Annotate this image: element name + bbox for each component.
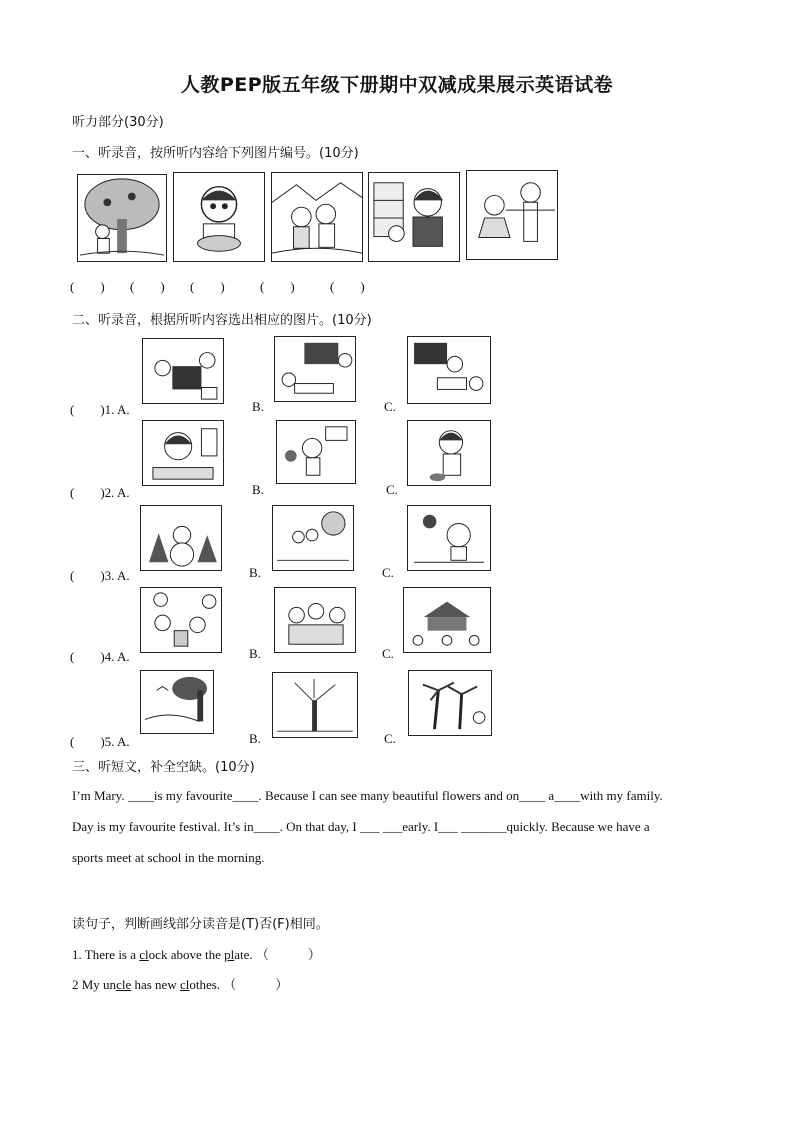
q2-text-mid: has new [131,977,180,992]
s1-blank-5[interactable]: ( ) [330,279,365,294]
q1-option-a-picture [142,338,224,404]
q1-label-b: B. [252,399,264,414]
picture-girl-at-computer [368,172,460,262]
section2-heading: 二、听录音，根据所听内容选出相应的图片。(10分) [72,313,372,328]
question-2 [72,974,288,993]
q2-answer-blank[interactable]: othes. （ ） [189,977,289,992]
q1-text-pre: 1. There is a [72,947,140,962]
section4-heading: 读句子，判断画线部分读音是(T)否(F)相同。 [72,917,329,932]
passage-line-3: sports meet at school in the morning. [72,850,265,865]
q3-option-c-picture [407,505,491,571]
q4-label-c: C. [382,646,394,661]
q5-label-b: B. [249,731,261,746]
q4-option-b-picture [274,587,356,653]
q1-underlined-1: cl [139,947,149,962]
listening-header: 听力部分(30分) [72,115,164,130]
q1-underlined-2: pl [224,947,235,962]
q2-prefix[interactable]: ( )2. A. [70,485,130,500]
q2-option-b-picture [276,420,356,484]
q2-label-c: C. [386,482,398,497]
q2-underlined-2: cl [179,977,190,992]
q1-option-b-picture [274,336,356,402]
s1-blank-3[interactable]: ( ) [190,279,225,294]
page-title: 人教PEP版五年级下册期中双减成果展示英语试卷 [180,74,614,96]
q2-text-pre: 2 My un [72,977,117,992]
q3-option-b-picture [272,505,354,571]
passage-line-2: Day is my favourite festival. It’s in____. On that day, I ___ ___early. I___ _______quickly. Because we have a [72,819,650,834]
q5-option-a-picture [140,670,214,734]
q2-option-c-picture [407,420,491,486]
q3-option-a-picture [140,505,222,571]
picture-kids-on-trip [271,172,363,262]
q4-prefix[interactable]: ( )4. A. [70,649,130,664]
question-1 [72,944,321,963]
q5-option-b-picture [272,672,358,738]
q1-text-mid: ock above the [148,947,225,962]
q5-option-c-picture [408,670,492,736]
picture-boy-washing-clothes [173,172,265,262]
passage-line-1: I’m Mary. ____is my favourite____. Because I can see many beautiful flowers and on____ a____with my family. [72,788,663,803]
q3-label-b: B. [249,565,261,580]
q5-label-c: C. [384,731,396,746]
q4-option-c-picture [403,587,491,653]
q1-answer-blank[interactable]: ate. （ ） [234,947,321,962]
picture-girl-picking-apples [77,174,167,262]
q5-prefix[interactable]: ( )5. A. [70,734,130,749]
section1-heading: 一、听录音，按所听内容给下列图片编号。(10分) [72,146,359,161]
q4-label-b: B. [249,646,261,661]
s1-blank-4[interactable]: ( ) [260,279,295,294]
q1-option-c-picture [407,336,491,404]
q3-label-c: C. [382,565,394,580]
section3-heading: 三、听短文，补全空缺。(10分) [72,760,255,775]
q4-option-a-picture [140,587,222,653]
q2-underlined-1: cle [116,977,132,992]
s1-blank-1[interactable]: ( ) [70,279,105,294]
q1-label-c: C. [384,399,396,414]
q2-option-a-picture [142,420,224,486]
s1-blank-2[interactable]: ( ) [130,279,165,294]
q2-label-b: B. [252,482,264,497]
q1-prefix[interactable]: ( )1. A. [70,402,130,417]
picture-girls-dancing [466,170,558,260]
q3-prefix[interactable]: ( )3. A. [70,568,130,583]
